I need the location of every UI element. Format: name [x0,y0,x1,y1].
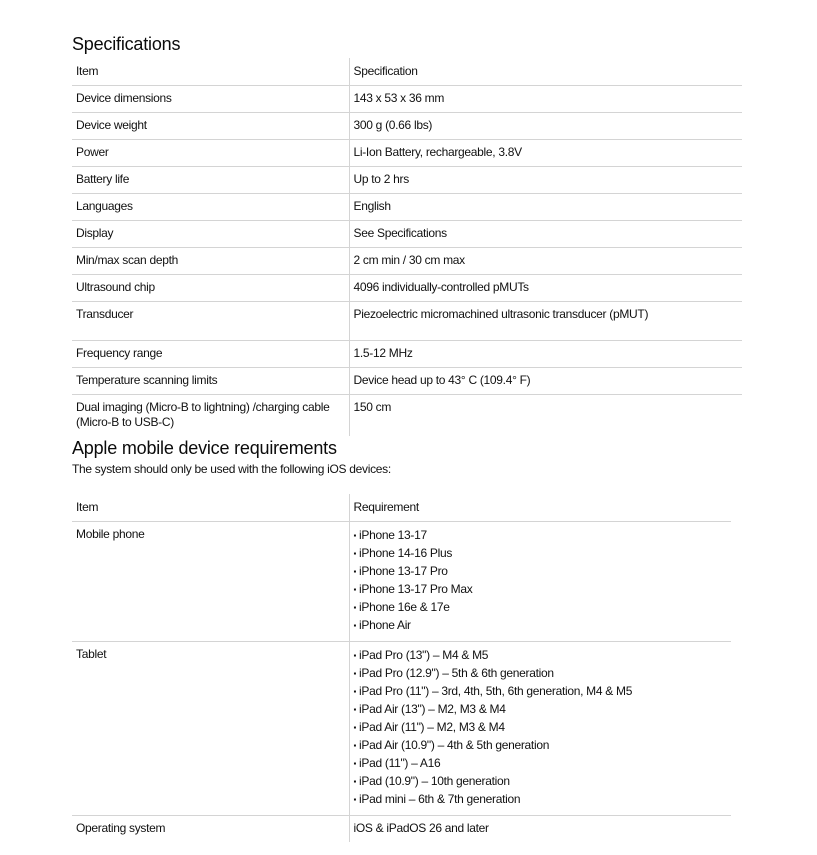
row-value: Piezoelectric micromachined ultrasonic transducer (pMUT) [349,302,742,341]
list-item: ▪ iPhone 13-17 Pro [354,563,728,581]
apple-requirements-intro: The system should only be used with the following iOS devices: [72,462,391,476]
row-value: Li-Ion Battery, rechargeable, 3.8V [349,140,742,167]
table-row [72,167,742,194]
table-row [72,221,742,248]
row-item: Operating system [72,816,349,843]
table-row [72,522,731,642]
table-header-row [72,494,731,522]
list-item: ▪ iPhone 13-17 Pro Max [354,581,728,599]
list-item: ▪ iPad Pro (13") – M4 & M5 [354,647,728,665]
row-item: Battery life [72,167,349,194]
list-item: ▪ iPad (10.9") – 10th generation [354,773,728,791]
table-header-row [72,58,742,86]
list-item: ▪ iPad Pro (11") – 3rd, 4th, 5th, 6th generation, M4 & M5 [354,683,728,701]
row-item: Min/max scan depth [72,248,349,275]
list-item: ▪ iPad mini – 6th & 7th generation [354,791,728,809]
table-row [72,302,742,341]
row-item: Transducer [72,302,349,341]
header-item: Item [72,494,349,522]
list-item: ▪ iPhone 16e & 17e [354,599,728,617]
row-item: Dual imaging (Micro-B to lightning) /charging cable (Micro-B to USB-C) [72,395,349,437]
row-value: 150 cm [353,400,392,414]
list-item: ▪ iPad Air (10.9") – 4th & 5th generation [354,737,728,755]
mobile-phone-list [354,527,728,635]
table-row [72,113,742,140]
row-value [349,642,731,816]
row-value: 4096 individually-controlled pMUTs [349,275,742,302]
header-requirement: Requirement [349,494,731,522]
apple-requirements-title: Apple mobile device requirements [72,438,337,458]
header-specification: Specification [349,58,742,86]
row-item: Mobile phone [72,522,349,642]
table-row [72,275,742,302]
table-row [72,248,742,275]
specifications-title: Specifications [72,34,181,54]
table-row [72,341,742,368]
row-value: See Specifications [349,221,742,248]
row-value: 2 cm min / 30 cm max [349,248,742,275]
row-item: Temperature scanning limits [72,368,349,395]
row-item: Frequency range [72,341,349,368]
row-value: 143 x 53 x 36 mm [349,86,742,113]
row-value: English [349,194,742,221]
list-item: ▪ iPad Air (13") – M2, M3 & M4 [354,701,728,719]
row-item: Power [72,140,349,167]
row-item: Languages [72,194,349,221]
row-item: Tablet [72,642,349,816]
list-item: ▪ iPad Air (11") – M2, M3 & M4 [354,719,728,737]
table-row [72,368,742,395]
list-item: ▪ iPad Pro (12.9") – 5th & 6th generation [354,665,728,683]
list-item: ▪ iPhone 14-16 Plus [354,545,728,563]
row-value [349,522,731,642]
header-item: Item [72,58,349,86]
tablet-list [354,647,728,809]
table-row [72,194,742,221]
row-value: 300 g (0.66 lbs) [349,113,742,140]
row-item: Device dimensions [72,86,349,113]
table-row [72,140,742,167]
row-value: iOS & iPadOS 26 and later [353,821,489,835]
row-value: 1.5-12 MHz [349,341,742,368]
row-item: Display [72,221,349,248]
row-value: Up to 2 hrs [349,167,742,194]
table-row [72,395,742,437]
apple-requirements-table [72,494,731,842]
list-item: ▪ iPhone 13-17 [354,527,728,545]
row-value: Device head up to 43° C (109.4° F) [349,368,742,395]
list-item: ▪ iPhone Air [354,617,728,635]
row-item: Device weight [72,113,349,140]
table-row [72,86,742,113]
table-row [72,642,731,816]
list-item: ▪ iPad (11") – A16 [354,755,728,773]
row-item: Ultrasound chip [72,275,349,302]
table-row [72,816,731,843]
specifications-table [72,58,742,436]
